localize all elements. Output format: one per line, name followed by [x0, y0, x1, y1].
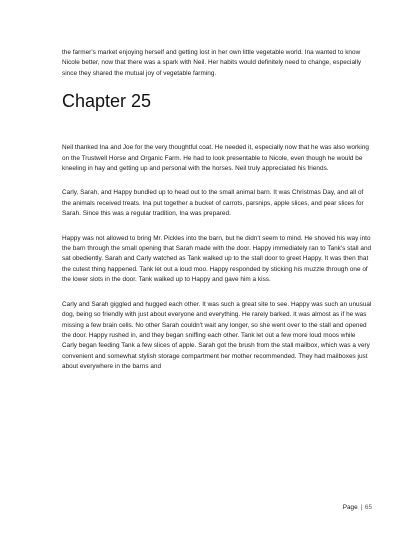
page-label: Page	[342, 504, 358, 511]
page-footer	[343, 503, 372, 512]
page-separator: |	[360, 504, 363, 511]
paragraph-continued: the farmer's market enjoying herself and getting lost in her own little vegetable world. Ina wanted to know Nicole better, now that there was a spark with Neil. Her habits would definitely need to change, especially since they shared the mutual joy of vegetable farming.	[62, 49, 362, 77]
paragraph: Carly, Sarah, and Happy bundled up to head out to the small animal barn. It was Christmas Day, and all of the animals received treats. Ina put together a bucket of carrots, parsnips, apple slices, and pear slices for Sarah. Since this was a regular tradition, Ina was prepared.	[62, 189, 364, 218]
paragraph: Neil thanked Ina and Joe for the very thoughtful coat. He needed it, especially now that he was also working on the Trustwell Horse and Organic Farm. He had to look presentable to Nicole, even though he would be kneeling in hay and getting up and personal with the horses. Neil truly appreciated his friends.	[62, 144, 369, 173]
page-content	[62, 48, 372, 387]
page-number: 65	[364, 504, 372, 511]
paragraph: Carly and Sarah giggled and hugged each other. It was such a great site to see. Happy was such an unusual dog, being so friendly with just about everyone and everything. He rarely barked. It was almost as if he was missing a few brain cells. No other Sarah couldn't wait any longer, so she went over to the stall and opened the door. Happy rushed in, and they began sniffing each other. Tank let out a few more loud moos while Carly began feeding Tank a few slices of apple. Sarah got the brush from the stall mailbox, which was a very convenient and somewhat stylish storage compartment her mother recommended. They had mailboxes just about everywhere in the barns and	[62, 300, 372, 371]
chapter-heading: Chapter 25	[62, 91, 152, 112]
paragraph: Happy was not allowed to bring Mr. Pickles into the barn, but he didn't seem to mind. He shoved his way into the barn through the small opening that Sarah made with the door. Happy immediately ran to Tank's stall and sat obediently. Sarah and Carly watched as Tank walked up to the stall door to greet Happy. It was then that the cutest thing happened. Tank let out a loud moo. Happy responded by sticking his muzzle through one of the lower slots in the door. Tank walked up to Happy and gave him a kiss.	[62, 234, 372, 284]
